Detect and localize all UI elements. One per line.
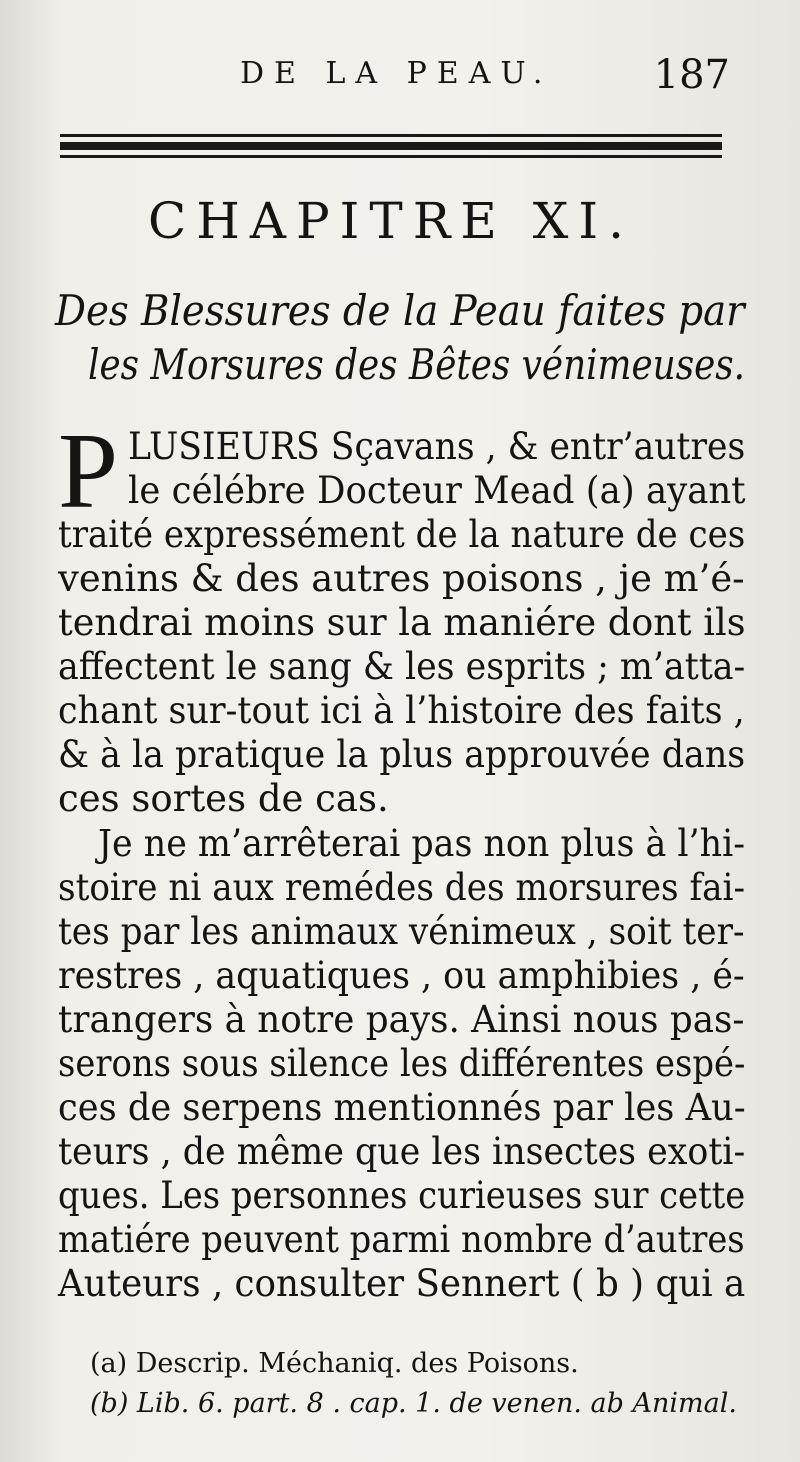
text-line: stoire ni aux remédes des morsures fai- <box>58 866 746 909</box>
header-rule-top <box>60 134 722 137</box>
footnote: (b) Lib. 6. part. 8 . cap. 1. de venen. ab Animal. <box>90 1388 737 1419</box>
chapter-subtitle-line: Des Blessures de la Peau faites par <box>55 286 745 335</box>
text-line: LUSIEURS Sçavans , & entr’autres <box>128 425 746 468</box>
header-rule-bottom <box>60 155 722 158</box>
text-line: matiére peuvent parmi nombre d’autres <box>58 1218 745 1261</box>
text-line: & à la pratique la plus approuvée dans <box>58 733 746 776</box>
text-line: Je ne m’arrêterai pas non plus à l’hi- <box>98 822 746 865</box>
text-line: ces sortes de cas. <box>58 777 389 820</box>
text-line: Auteurs , consulter Sennert ( b ) qui a <box>58 1262 746 1305</box>
text-line: teurs , de même que les insectes exoti- <box>58 1130 746 1173</box>
text-line: trangers à notre pays. Ainsi nous pas- <box>58 998 745 1041</box>
text-line: chant sur-tout ici à l’histoire des faits , <box>58 689 745 732</box>
text-line: venins & des autres poisons , je m’é- <box>58 557 745 600</box>
text-line: traité expressément de la nature de ces <box>58 513 746 556</box>
text-line: restres , aquatiques , ou amphibies , é- <box>58 954 745 997</box>
running-head: DE LA PEAU. <box>240 56 553 91</box>
text-line: ces de serpens mentionnés par les Au- <box>58 1086 746 1129</box>
text-line: tendrai moins sur la maniére dont ils <box>58 601 746 644</box>
text-line: le célébre Docteur Mead (a) ayant <box>128 469 746 512</box>
chapter-title: CHAPITRE XI. <box>148 192 634 250</box>
text-line: ques. Les personnes curieuses sur cette <box>58 1174 746 1217</box>
page-number: 187 <box>653 52 730 98</box>
chapter-subtitle-line: les Morsures des Bêtes vénimeuses. <box>88 340 745 389</box>
page-header <box>60 52 730 104</box>
header-rule-thick <box>60 142 722 150</box>
text-line: serons sous silence les différentes espé- <box>58 1042 746 1085</box>
text-line: affectent le sang & les esprits ; m’atta- <box>58 645 746 688</box>
text-line: tes par les animaux vénimeux , soit ter- <box>58 910 745 953</box>
drop-cap: P <box>58 412 119 531</box>
footnote: (a) Descrip. Méchaniq. des Poisons. <box>90 1348 579 1379</box>
